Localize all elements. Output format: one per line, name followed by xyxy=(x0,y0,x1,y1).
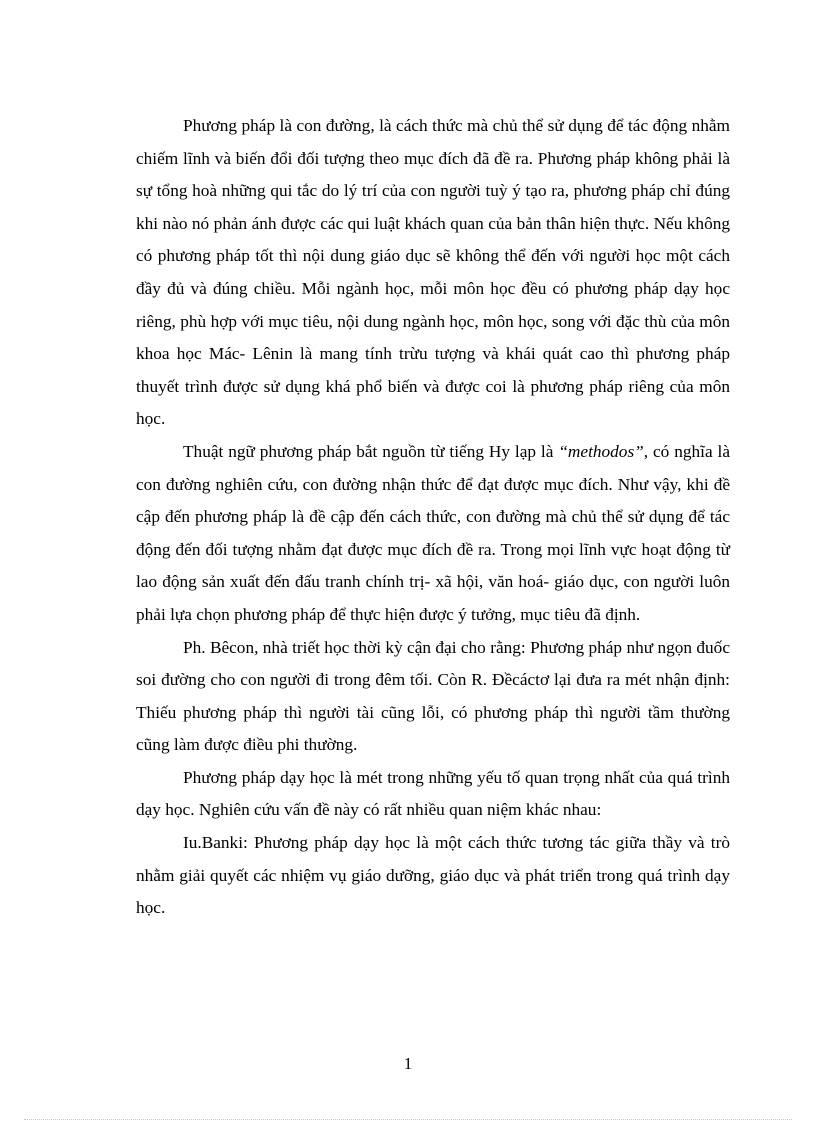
paragraph-text: , có nghĩa là con đường nghiên cứu, con đường nhận thức để đạt được mục đích. Như vậy, khi đề cập đến phương pháp là đề cập đến cách thức, con đường mà chủ thể sử dụng để tác động đến đối tượng nhằm đạt được mục đích đề ra. Trong mọi lĩnh vực hoạt động từ lao động sản xuất đến đấu tranh chính trị- xã hội, văn hoá- giáo dục, con người luôn phải lựa chọn phương pháp để thực hiện được ý tưởng, mục tiêu đã định. xyxy=(136,441,730,624)
paragraph-text: Phương pháp là con đường, là cách thức mà chủ thể sử dụng để tác động nhằm chiếm lĩnh và biến đổi đối tượng theo mục đích đã đề ra. Phương pháp không phải là sự tổng hoà những qui tắc do lý trí của con người tuỳ ý tạo ra, phương pháp chỉ đúng khi nào nó phản ánh được các qui luật khách quan của bản thân hiện thực. Nếu không có phương pháp tốt thì nội dung giáo dục sẽ không thể đến với người học một cách đầy đủ và đúng chiều. Mỗi ngành học, mỗi môn học đều có phương pháp dạy học riêng, phù hợp với mục tiêu, nội dung ngành học, môn học, song với đặc thù của môn khoa học Mác- Lênin là mang tính trừu tượng và khái quát cao thì phương pháp thuyết trình được sử dụng khá phổ biến và được coi là phương pháp riêng của môn học. xyxy=(136,116,730,429)
methodos-term: “methodos” xyxy=(558,441,644,461)
paragraph-method-definition xyxy=(136,110,730,436)
paragraph-text: Thuật ngữ phương pháp bắt nguồn từ tiếng Hy lạp là xyxy=(183,441,559,461)
paragraph-term-origin xyxy=(136,436,730,632)
paragraph-teaching-method xyxy=(136,762,730,827)
page-bottom-edge xyxy=(24,1119,792,1120)
paragraph-bacon-descartes xyxy=(136,632,730,762)
document-body xyxy=(136,110,730,925)
paragraph-text: Phương pháp dạy học là mét trong những yếu tố quan trọng nhất của quá trình dạy học. Nghiên cứu vấn đề này có rất nhiều quan niệm khác nhau: xyxy=(136,767,730,820)
paragraph-text: Ph. Bêcon, nhà triết học thời kỳ cận đại cho rằng: Phương pháp như ngọn đuốc soi đường cho con người đi trong đêm tối. Còn R. Đềcáctơ lại đưa ra mét nhận định: Thiếu phương pháp thì người tài cũng lỗi, có phương pháp thì người tầm thường cũng làm được điều phi thường. xyxy=(136,637,730,755)
paragraph-text: Iu.Banki: Phương pháp dạy học là một cách thức tương tác giữa thầy và trò nhằm giải quyết các nhiệm vụ giáo dưỡng, giáo dục và phát triển trong quá trình dạy học. xyxy=(136,833,730,918)
paragraph-banki-definition xyxy=(136,827,730,925)
page-number: 1 xyxy=(403,1054,413,1073)
